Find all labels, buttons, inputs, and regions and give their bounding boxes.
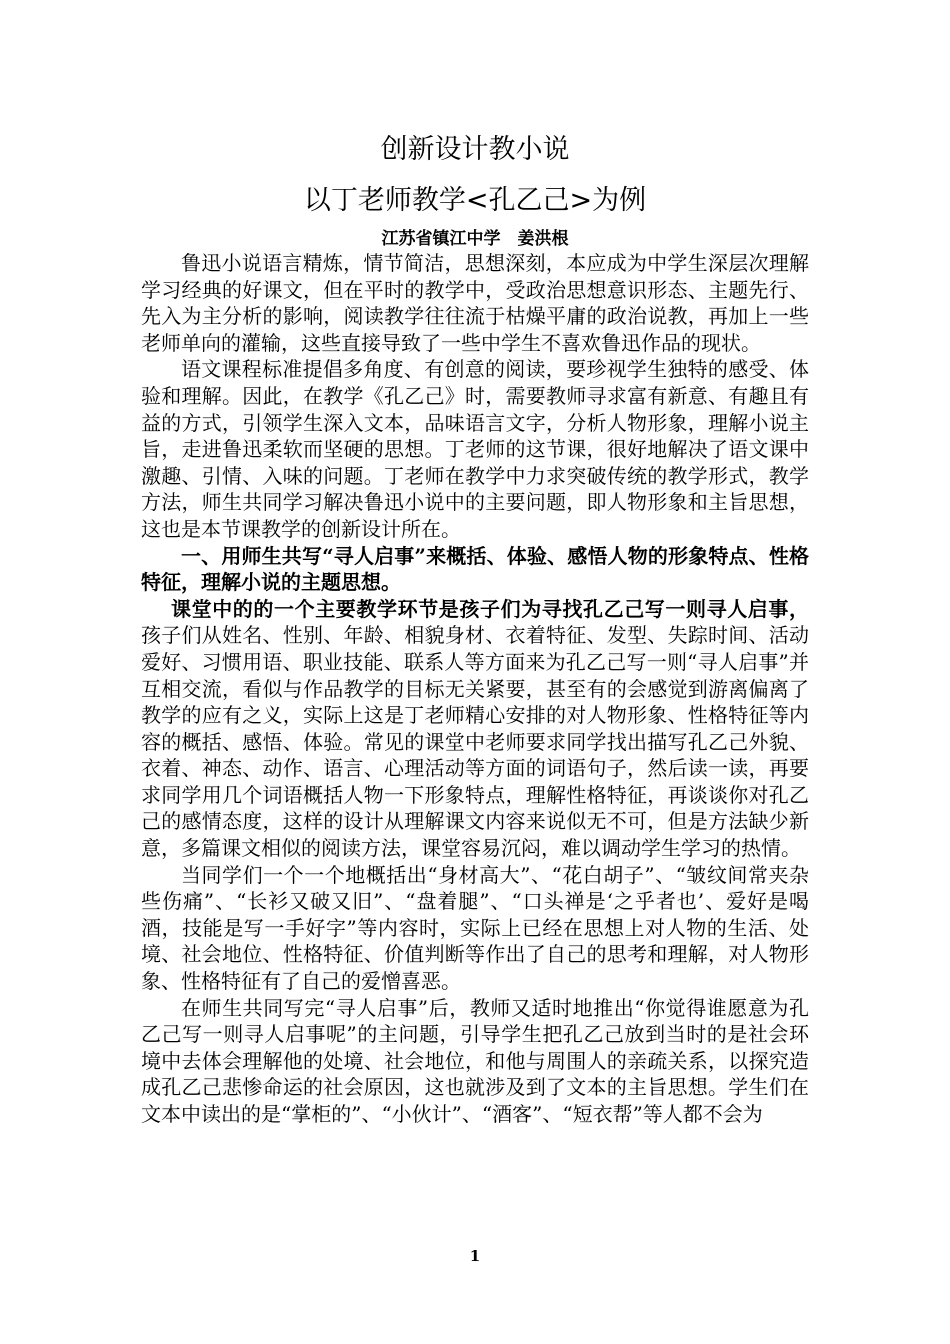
document-body [141, 250, 809, 1128]
page-number: 1 [469, 1247, 481, 1265]
document-subtitle: 以丁老师教学<孔乙己>为例 [303, 185, 647, 216]
paragraph-classroom [141, 596, 809, 862]
author-byline: 江苏省镇江中学 姜洪根 [381, 229, 569, 249]
document-title: 创新设计教小说 [380, 134, 570, 165]
paragraph-classroom-lead: 课堂中的的一个主要教学环节是孩子们为寻找孔乙己写一则寻人启事， [171, 596, 809, 621]
paragraph-summary: 当同学们一个一个地概括出“身材高大”、“花白胡子”、“皱纹间常夹杂些伤痛”、“长衫又破又旧”、“盘着腿”、“口头禅是‘之乎者也’、爱好是喝酒，技能是写一手好字”等内容时，实际上已经在思想上对人物的生活、处境、社会地位、性格特征、价值判断等作出了自己的思考和理解，对人物形象、性格特征有了自己的爱憎喜恶。 [141, 862, 809, 994]
paragraph-intro: 鲁迅小说语言精炼，情节简洁，思想深刻，本应成为中学生深层次理解学习经典的好课文，但在平时的教学中，受政治思想意识形态、主题先行、先入为主分析的影响，阅读教学往往流于枯燥平庸的政治说教，再加上一些老师单向的灌输，这些直接导致了一些中学生不喜欢鲁迅作品的现状。 [141, 251, 809, 355]
section-heading: 一、用师生共写“寻人启事”来概括、体验、感悟人物的形象特点、性格特征，理解小说的主题思想。 [141, 543, 809, 595]
paragraph-theme: 在师生共同写完“寻人启事”后，教师又适时地推出“你觉得谁愿意为孔乙己写一则寻人启事呢”的主问题，引导学生把孔乙己放到当时的是社会环境中去体会理解他的处境、社会地位，和他与周围人的亲疏关系，以探究造成孔乙己悲惨命运的社会原因，这也就涉及到了文本的主旨思想。学生们在文本中读出的是“掌柜的”、“小伙计”、“酒客”、“短衣帮”等人都不会为 [141, 995, 809, 1126]
paragraph-classroom-rest: 孩子们从姓名、性别、年龄、相貌身材、衣着特征、发型、失踪时间、活动爱好、习惯用语、职业技能、联系人等方面来为孔乙己写一则“寻人启事”并互相交流，看似与作品教学的目标无关紧要，甚至有的会感觉到游离偏离了教学的应有之义，实际上这是丁老师精心安排的对人物形象、性格特征等内容的概括、感悟、体验。常见的课堂中老师要求同学找出描写孔乙己外貌、衣着、神态、动作、语言、心理活动等方面的词语句子，然后读一读，再要求同学用几个词语概括人物一下形象特点，理解性格特征，再谈谈你对孔乙己的感情态度，这样的设计从理解课文内容来说似无不可，但是方法缺少新意，多篇课文相似的阅读方法，课堂容易沉闷，难以调动学生学习的热情。 [141, 623, 809, 861]
paragraph-curriculum: 语文课程标准提倡多角度、有创意的阅读，要珍视学生独特的感受、体验和理解。因此，在教学《孔乙己》时，需要教师寻求富有新意、有趣且有益的方式，引领学生深入文本，品味语言文字，分析人物形象，理解小说主旨，走进鲁迅柔软而坚硬的思想。丁老师的这节课，很好地解决了语文课中激趣、引情、入味的问题。丁老师在教学中力求突破传统的教学形式，教学方法，师生共同学习解决鲁迅小说中的主要问题，即人物形象和主旨思想，这也是本节课教学的创新设计所在。 [141, 357, 809, 541]
